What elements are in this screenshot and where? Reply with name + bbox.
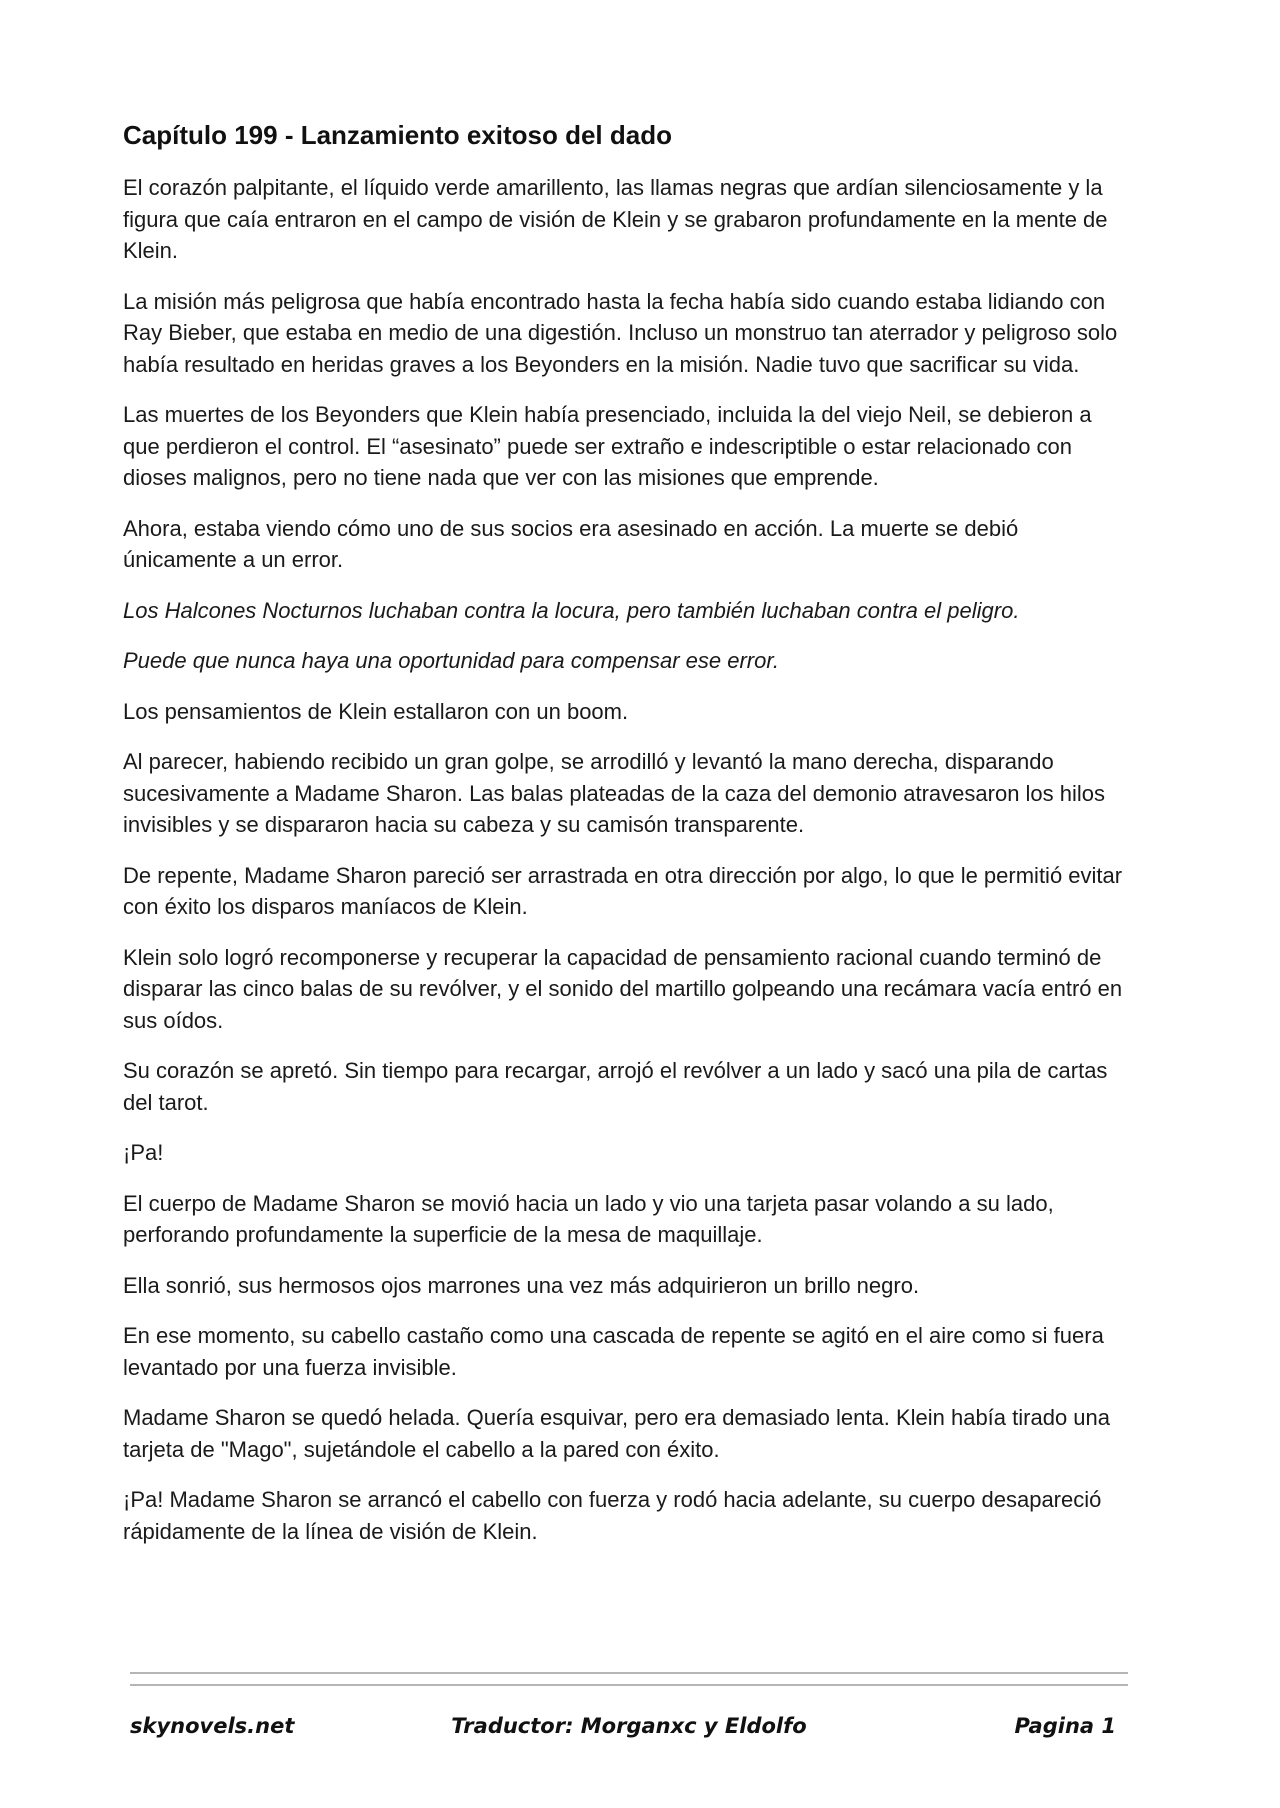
paragraph: Los Halcones Nocturnos luchaban contra la locura, pero también luchaban contra el peligro.	[123, 597, 1020, 623]
footer-site: skynovels.net	[130, 1714, 295, 1738]
paragraph: Al parecer, habiendo recibido un gran golpe, se arrodilló y levantó la mano derecha, disparando sucesivamente a Madame Sharon. Las balas plateadas de la caza del demonio atravesaron los hilos invisibles y se dispararon hacia su cabeza y su camisón transparente.	[123, 749, 1106, 837]
paragraph: El cuerpo de Madame Sharon se movió hacia un lado y vio una tarjeta pasar volando a su lado, perforando profundamente la superficie de la mesa de maquillaje.	[123, 1190, 1054, 1247]
paragraph: Los pensamientos de Klein estallaron con un boom.	[123, 698, 629, 724]
footer-translator: Traductor: Morganxc y Eldolfo	[451, 1714, 807, 1738]
paragraph: Las muertes de los Beyonders que Klein había presenciado, incluida la del viejo Neil, se debieron a que perdieron el control. El “asesinato” puede ser extraño e indescriptible o estar relacionado con dioses malignos, pero no tiene nada que ver con las misiones que emprende.	[123, 402, 1092, 490]
footer-divider-top	[130, 1672, 1128, 1674]
document-body	[123, 118, 1133, 1566]
chapter-title: Capítulo 199 - Lanzamiento exitoso del dado	[123, 120, 672, 150]
paragraph: ¡Pa!	[123, 1140, 164, 1165]
paragraph: Ahora, estaba viendo cómo uno de sus socios era asesinado en acción. La muerte se debió únicamente a un error.	[123, 515, 1019, 572]
paragraph: Puede que nunca haya una oportunidad para compensar ese error.	[123, 648, 779, 673]
page-footer	[130, 1714, 1128, 1748]
paragraph-list	[123, 172, 1133, 1547]
paragraph: La misión más peligrosa que había encontrado hasta la fecha había sido cuando estaba lidiando con Ray Bieber, que estaba en medio de una digestión. Incluso un monstruo tan aterrador y peligroso solo había resultado en heridas graves a los Beyonders en la misión. Nadie tuvo que sacrificar su vida.	[123, 288, 1118, 377]
paragraph: Klein solo logró recomponerse y recuperar la capacidad de pensamiento racional cuando terminó de disparar las cinco balas de su revólver, y el sonido del martillo golpeando una recámara vacía entró en sus oídos.	[123, 944, 1123, 1033]
paragraph: De repente, Madame Sharon pareció ser arrastrada en otra dirección por algo, lo que le permitió evitar con éxito los disparos maníacos de Klein.	[123, 862, 1123, 919]
footer-page-number: Pagina 1	[1014, 1714, 1116, 1738]
paragraph: ¡Pa! Madame Sharon se arrancó el cabello con fuerza y rodó hacia adelante, su cuerpo desapareció rápidamente de la línea de visión de Klein.	[123, 1487, 1102, 1544]
paragraph: En ese momento, su cabello castaño como una cascada de repente se agitó en el aire como si fuera levantado por una fuerza invisible.	[123, 1323, 1104, 1380]
paragraph: Ella sonrió, sus hermosos ojos marrones una vez más adquirieron un brillo negro.	[123, 1272, 920, 1298]
footer-divider-bottom	[130, 1684, 1128, 1686]
paragraph: Madame Sharon se quedó helada. Quería esquivar, pero era demasiado lenta. Klein había tirado una tarjeta de "Mago", sujetándole el cabello a la pared con éxito.	[123, 1405, 1110, 1462]
paragraph: Su corazón se apretó. Sin tiempo para recargar, arrojó el revólver a un lado y sacó una pila de cartas del tarot.	[123, 1058, 1108, 1115]
paragraph: El corazón palpitante, el líquido verde amarillento, las llamas negras que ardían silenciosamente y la figura que caía entraron en el campo de visión de Klein y se grabaron profundamente en la mente de Klein.	[123, 175, 1108, 263]
